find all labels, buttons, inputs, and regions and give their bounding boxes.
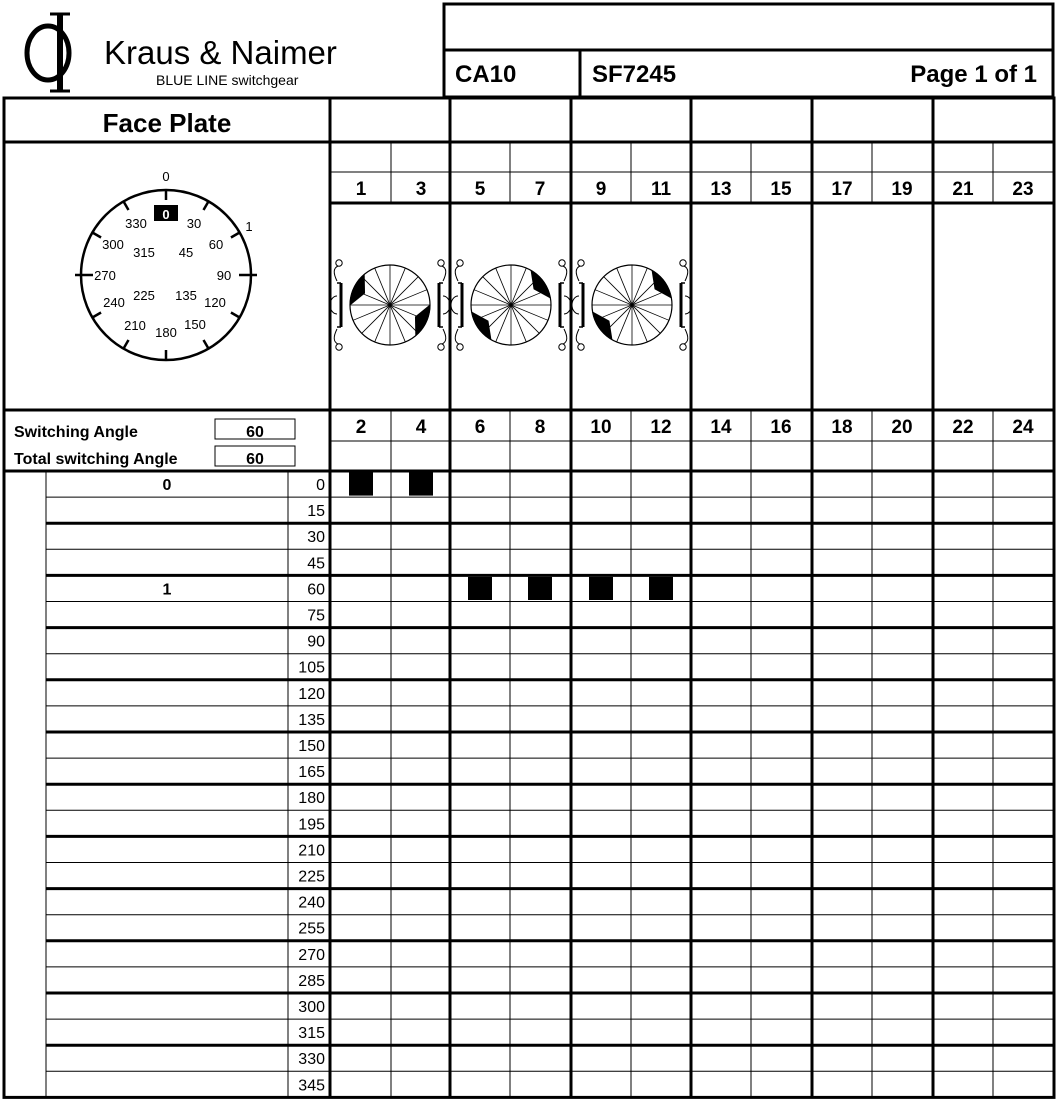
terminal-number: 4 xyxy=(415,417,427,438)
row-angle: 255 xyxy=(298,920,325,938)
dial-label: 135 xyxy=(175,288,197,303)
row-angle: 195 xyxy=(298,816,325,834)
row-angle: 210 xyxy=(298,842,325,860)
dial-label: 45 xyxy=(178,245,194,260)
row-angle: 30 xyxy=(307,529,325,547)
terminal-number: 8 xyxy=(534,417,546,438)
row-angle: 240 xyxy=(298,894,325,912)
series-code: CA10 xyxy=(455,61,517,88)
dial-label: 0 xyxy=(162,207,170,222)
dial-label: 240 xyxy=(103,295,125,310)
closed-contact-mark xyxy=(528,577,552,600)
terminal-number: 7 xyxy=(534,179,546,200)
dial-label: 30 xyxy=(186,216,202,231)
dial-label: 225 xyxy=(133,288,155,303)
terminal-number: 6 xyxy=(474,417,486,438)
row-position-label: 1 xyxy=(162,581,172,599)
row-angle: 345 xyxy=(298,1077,325,1095)
dial-label: 60 xyxy=(208,237,224,252)
closed-contact-mark xyxy=(589,577,613,600)
dial-top-label: 0 xyxy=(162,169,170,184)
total-switching-angle-label: Total switching Angle xyxy=(14,451,178,468)
terminal-number: 13 xyxy=(710,179,732,200)
terminal-number: 14 xyxy=(710,417,732,438)
dial-label: 180 xyxy=(155,325,177,340)
row-angle: 120 xyxy=(298,685,325,703)
terminal-number: 24 xyxy=(1012,417,1034,438)
dial-label: 270 xyxy=(94,268,116,283)
dial-label: 210 xyxy=(124,318,146,333)
terminal-number: 3 xyxy=(415,179,427,200)
terminal-number: 5 xyxy=(474,179,486,200)
closed-contact-mark xyxy=(349,473,373,496)
row-angle: 315 xyxy=(298,1025,325,1043)
row-angle: 330 xyxy=(298,1051,325,1069)
terminal-number: 22 xyxy=(952,417,974,438)
terminal-number: 17 xyxy=(831,179,853,200)
terminal-number: 1 xyxy=(355,179,367,200)
row-angle: 60 xyxy=(307,581,325,599)
dial-label: 300 xyxy=(102,237,124,252)
dial-label: 330 xyxy=(125,216,147,231)
terminal-number: 10 xyxy=(590,417,612,438)
row-angle: 165 xyxy=(298,764,325,782)
row-angle: 0 xyxy=(316,477,325,494)
row-angle: 105 xyxy=(298,659,325,677)
dial-label: 315 xyxy=(133,245,155,260)
dial-label: 120 xyxy=(204,295,226,310)
row-angle: 15 xyxy=(307,503,325,521)
row-angle: 270 xyxy=(298,946,325,964)
terminal-number: 2 xyxy=(355,417,367,438)
dial-label: 90 xyxy=(216,268,232,283)
row-angle: 150 xyxy=(298,738,325,755)
row-position-label: 0 xyxy=(162,477,172,494)
row-angle: 285 xyxy=(298,972,325,990)
closed-contact-mark xyxy=(468,577,492,600)
terminal-number: 21 xyxy=(952,179,974,200)
switching-angle-value: 60 xyxy=(246,424,264,441)
terminal-number: 23 xyxy=(1012,179,1034,200)
dial-label: 150 xyxy=(184,317,206,332)
closed-contact-mark xyxy=(409,473,433,496)
terminal-number: 9 xyxy=(595,179,607,200)
terminal-number: 20 xyxy=(891,417,913,438)
row-angle: 90 xyxy=(307,633,325,651)
terminal-number: 12 xyxy=(650,417,672,438)
row-angle: 225 xyxy=(298,868,325,886)
dial-label: 1 xyxy=(245,219,253,234)
row-angle: 45 xyxy=(307,555,325,573)
brand-name: Kraus & Naimer xyxy=(104,34,337,71)
row-angle: 180 xyxy=(298,790,325,808)
terminal-number: 18 xyxy=(831,417,853,438)
terminal-number: 16 xyxy=(770,417,792,438)
row-angle: 300 xyxy=(298,999,325,1016)
row-angle: 75 xyxy=(307,607,325,625)
terminal-number: 19 xyxy=(891,179,913,200)
terminal-number: 11 xyxy=(650,179,672,200)
switching-angle-label: Switching Angle xyxy=(14,424,138,441)
brand-tagline: BLUE LINE switchgear xyxy=(156,72,299,88)
switch-code: SF7245 xyxy=(592,61,677,88)
terminal-number: 15 xyxy=(770,179,792,200)
closed-contact-mark xyxy=(649,577,673,600)
page-number: Page 1 of 1 xyxy=(910,61,1037,88)
face-plate-title: Face Plate xyxy=(102,108,232,138)
row-angle: 135 xyxy=(298,711,325,729)
total-switching-angle-value: 60 xyxy=(246,451,264,468)
